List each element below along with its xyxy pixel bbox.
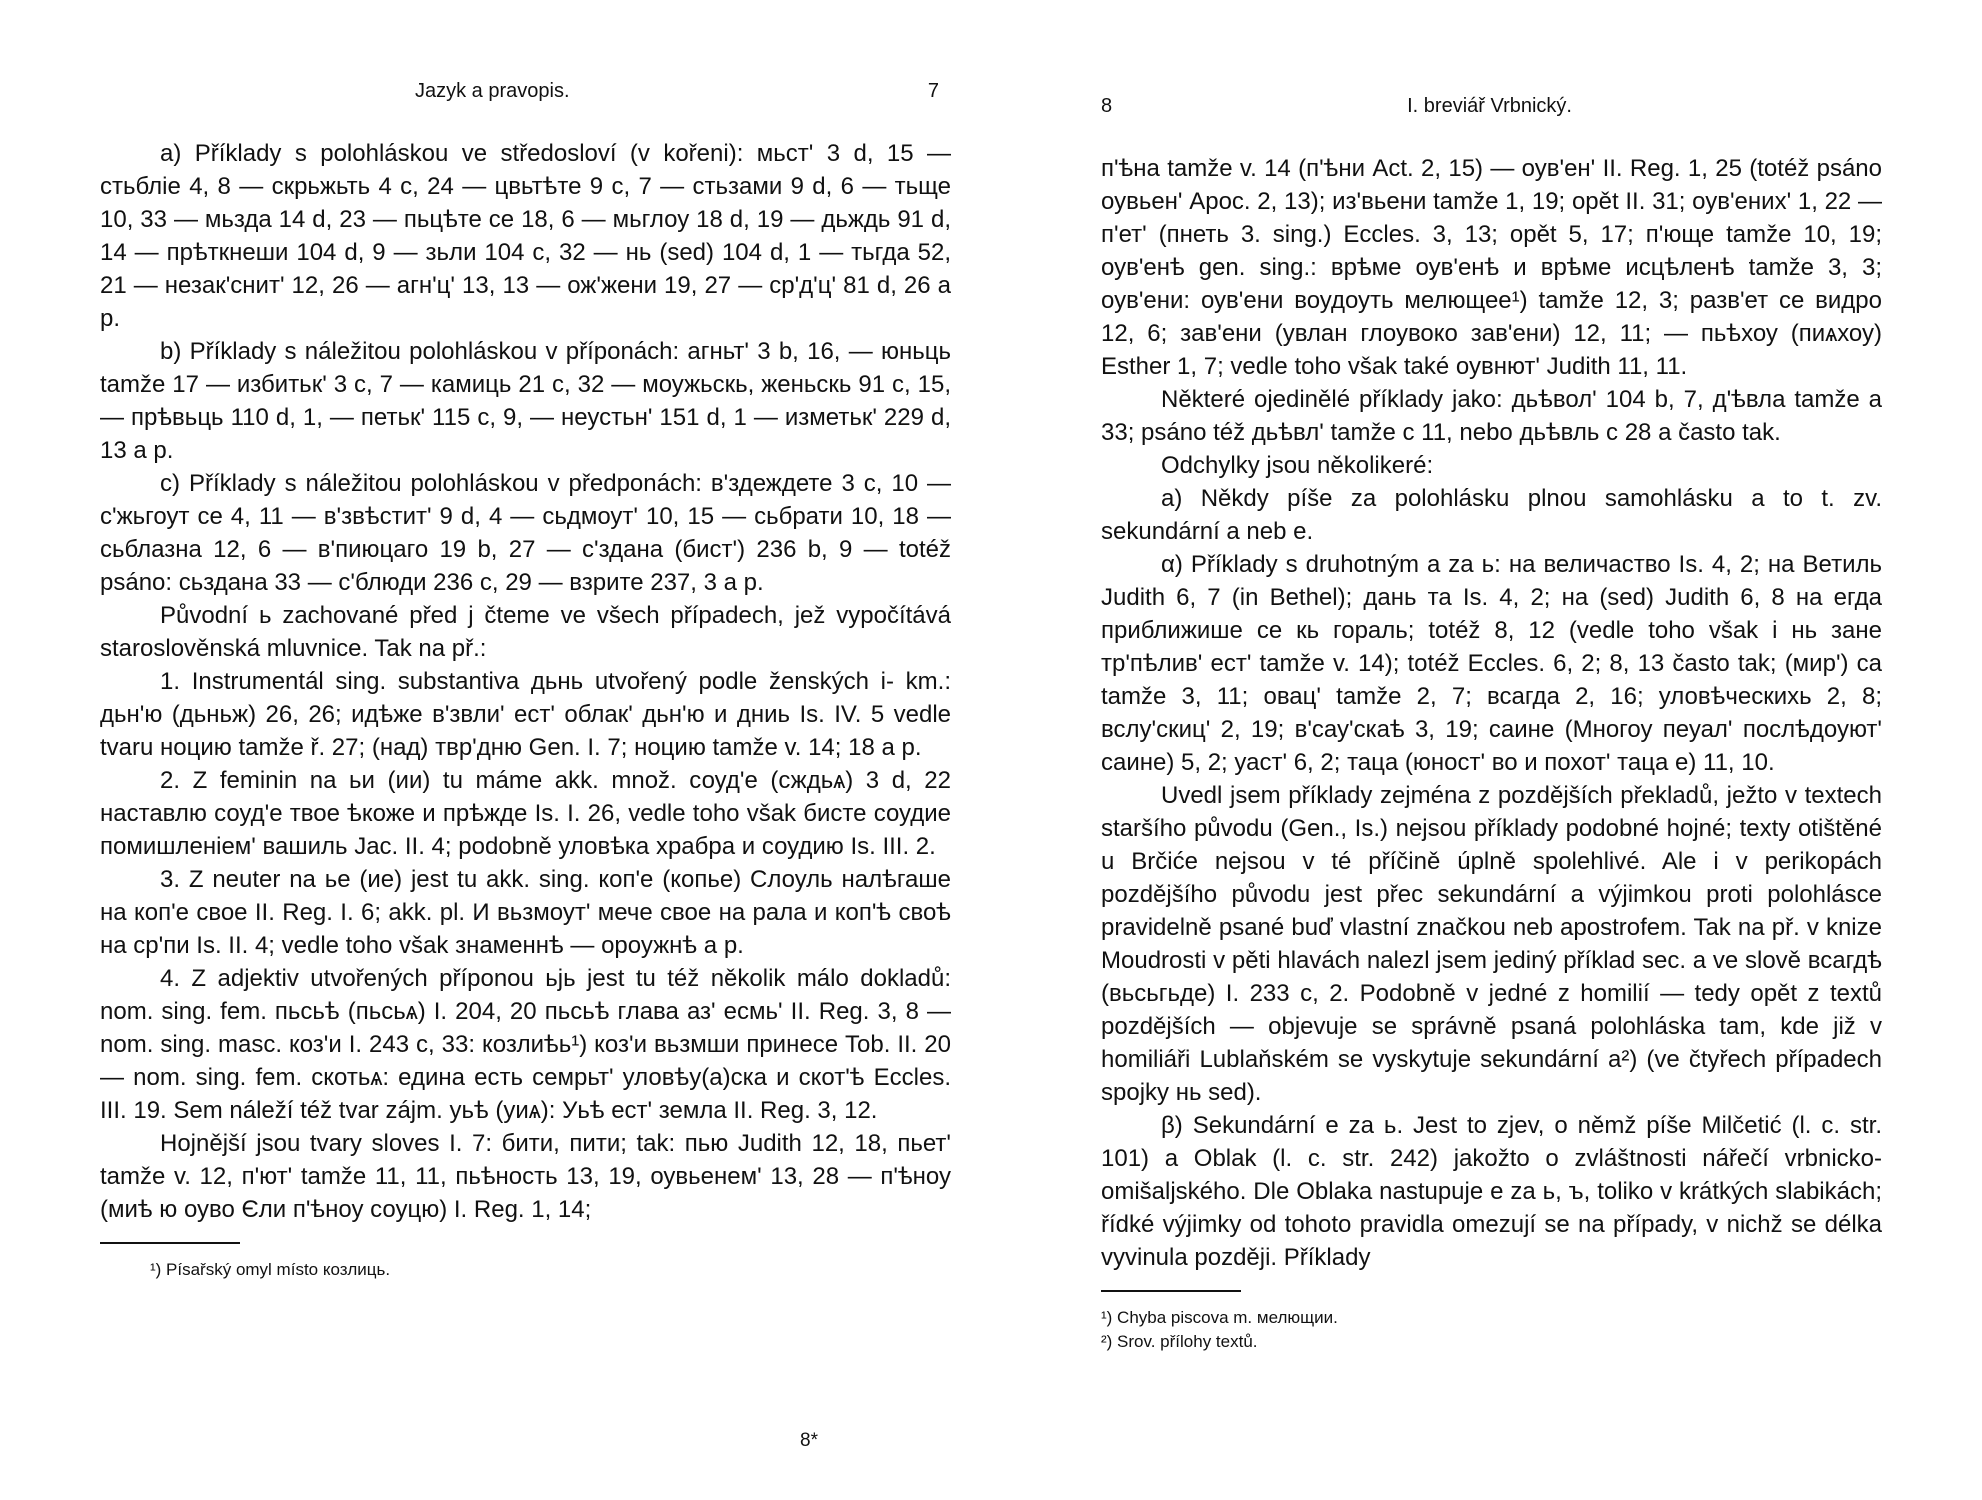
paragraph: b) Příklady s náležitou polohláskou v příponách: агньт' 3 b, 16, — юньць tamže 17 — избитьк' 3 c, 7 — камиць 21 c, 32 — моужьскь, женьскь 91 c, 15, — прѣвьць 110 d, 1, — петьк' 115 c, 9, — неустьн' 151 d, 1 — изметьк' 229 d, 13 a p. bbox=[100, 338, 951, 464]
footnote: ¹) Chyba piscova m. мелющии. bbox=[1101, 1308, 1338, 1327]
right-page-number: 8 bbox=[1101, 95, 1113, 117]
left-running-header bbox=[100, 80, 951, 103]
right-running-header bbox=[1101, 95, 1882, 118]
footnote: ²) Srov. přílohy textů. bbox=[1101, 1332, 1258, 1351]
paragraph: 2. Z feminin na ьи (ии) tu máme akk. množ. соуд'е (сждьѧ) 3 d, 22 наставлю соуд'е твое ѣкоже и прѣжде Is. I. 26, vedle toho však бисте соудие помишленіем' вашиль Jac. II. 4; podobně уловѣка храбра и соудию Is. III. 2. bbox=[100, 767, 951, 860]
left-header-title: Jazyk a pravopis. bbox=[415, 80, 570, 102]
right-body-text bbox=[1101, 152, 1882, 1274]
footnote-divider bbox=[100, 1242, 240, 1244]
paragraph: a) Někdy píše za polohlásku plnou samohlásku a to t. zv. sekundární a neb e. bbox=[1101, 485, 1882, 545]
paragraph: Původní ь zachované před j čteme ve všech případech, jež vypočítává staroslověnská mluvnice. Tak na př.: bbox=[100, 602, 951, 662]
paragraph: 4. Z adjektiv utvořených příponou ьjь jest tu též několik málo dokladů: nom. sing. fem. пьсьѣ (пьсьѧ) I. 204, 20 пьсьѣ глава аз' есмь' II. Reg. 3, 8 — nom. sing. masc. коз'и I. 243 c, 33: козлиѣь¹) коз'и вьзмши принесе Tob. II. 20 — nom. sing. fem. скотьѧ: едина есть семрьт' уловѣу(а)ска и скот'ѣ Eccles. III. 19. Sem náleží též tvar zájm. уьѣ (уиѧ): Уьѣ ест' земла II. Reg. 3, 12. bbox=[100, 965, 951, 1124]
paragraph: c) Příklady s náležitou polohláskou v předponách: в'здеждете 3 c, 10 — с'жьгоут се 4, 11 — в'звѣстит' 9 d, 4 — сьдмоут' 10, 15 — сьбрати 10, 18 — сьблазна 12, 6 — в'пиюцаго 19 b, 27 — с'здана (бист') 236 b, 9 — totéž psáno: сьздана 33 — с'блюди 236 c, 29 — взрите 237, 3 a p. bbox=[100, 470, 951, 596]
paragraph: Uvedl jsem příklady zejména z pozdějších překladů, ježto v textech staršího původu (Gen., Is.) nejsou příklady podobné hojné; texty otištěné u Brčiće nejsou v té příčině úplně spolehlivé. Ale i v perikopách pozdějšího původu jest přec sekundární a výjimkou proti polohlásce pravidelně psané buď vlastní značkou neb apostrofem. Tak na př. v knize Moudrosti v pěti hlavách nalezl jsem jediný příklad sec. a ve slově всагдѣ (вьсьгьде) I. 233 c, 2. Podobně v jedné z homilií — tedy opět z textů pozdějších — objevuje se správně psaná polohláska tam, kde již v homiliáři Lublaňském se vyskytuje sekundární a²) (ve čtyřech případech spojky нь sed). bbox=[1101, 782, 1882, 1106]
paragraph: Hojnější jsou tvary sloves I. 7: бити, пити; tak: пью Judith 12, 18, пьет' tamže v. 12, п'ют' tamže 11, 11, пьѣность 13, 19, оувьенем' 13, 28 — п'ѣноу (миѣ ю оуво Єли п'ѣноу соуцю) I. Reg. 1, 14; bbox=[100, 1130, 951, 1223]
right-header-title: I. breviář Vrbnický. bbox=[1407, 95, 1572, 117]
paragraph: п'ѣна tamže v. 14 (п'ѣни Act. 2, 15) — оув'ен' II. Reg. 1, 25 (totéž psáno оувьен' Apoc. 2, 13); из'вьени tamže 1, 19; opět II. 31; оув'ених' 1, 22 — п'ет' (пнеть 3. sing.) Eccles. 3, 13; opět 5, 17; п'юще tamže 10, 19; оув'енѣ gen. sing.: врѣме оув'енѣ и врѣме исцѣленѣ tamže 3, 3; оув'ени: оув'ени воудоуть мелющее¹) tamže 12, 3; разв'ет се видро 12, 6; зав'ени (увлан глоувоко зав'ени) 12, 11; — пьѣхоу (пиѧхоу) Esther 1, 7; vedle toho však také оувнют' Judith 11, 11. bbox=[1101, 155, 1883, 380]
signature-mark: 8* bbox=[800, 1430, 818, 1451]
paragraph: α) Příklady s druhotným a za ь: на величаство Is. 4, 2; на Ветиль Judith 6, 7 (in Bethel); дань та Is. 4, 2; на (sed) Judith 6, 8 на егда приближише се кь гораль; totéž 8, 12 (vedle toho však i нь зане тр'пѣлив' ест' tamže v. 14); totéž Eccles. 6, 2; 8, 13 často tak; (мир') са tamže 3, 11; овац' tamže 2, 7; всагда 2, 16; уловѣческихь 2, 8; вслу'скиц' 2, 19; в'сау'скаѣ 3, 19; саине (Многоу пеуал' послѣдоуют' саине) 5, 2; уаст' 6, 2; таца (юност' во и похот' таца е) 11, 10. bbox=[1101, 551, 1882, 776]
footnote-divider bbox=[1101, 1290, 1241, 1292]
left-body-text bbox=[100, 137, 951, 1226]
footnote: ¹) Písařský omyl místo козлиць. bbox=[150, 1260, 391, 1279]
paragraph: β) Sekundární e za ь. Jest to zjev, o němž píše Milčetić (l. c. str. 101) a Oblak (l. c. str. 242) jakožto o zvláštnosti nářečí vrbnicko-omišaljského. Dle Oblaka nastupuje e za ь, ъ, toliko v krátkých slabikách; řídké výjimky od tohoto pravidla omezují se na případy, v nichž se délka vyvinula později. Příklady bbox=[1101, 1112, 1882, 1271]
paragraph: 3. Z neuter na ье (ие) jest tu akk. sing. коп'е (копье) Слоуль налѣгаше на коп'е свое II. Reg. I. 6; akk. pl. И вьзмоут' мече свое на рала и коп'ѣ своѣ на ср'пи Is. II. 4; vedle toho však знаменнѣ — ороужнѣ a p. bbox=[100, 866, 951, 959]
paragraph: Odchylky jsou několikeré: bbox=[1161, 452, 1434, 479]
right-page bbox=[991, 0, 1982, 1500]
left-page-number: 7 bbox=[927, 80, 939, 102]
paragraph: a) Příklady s polohláskou ve středosloví (v kořeni): мьст' 3 d, 15 — стьбліе 4, 8 — скрьжьть 4 c, 24 — цвьтѣте 9 c, 7 — стьзами 9 d, 6 — тьще 10, 33 — мьзда 14 d, 23 — пьцѣте се 18, 6 — мьглоу 18 d, 19 — дьждь 91 d, 14 — прѣткнеши 104 d, 9 — зьли 104 c, 32 — нь (sed) 104 d, 1 — тьгда 52, 21 — незак'снит' 12, 26 — агн'ц' 13, 13 — ож'жени 19, 27 — ср'д'ц' 81 d, 26 a p. bbox=[100, 140, 951, 332]
paragraph: Některé ojedinělé příklady jako: дьѣвол' 104 b, 7, д'ѣвла tamže a 33; psáno též дьѣвл' tamže c 11, nebo дьѣвль c 28 a často tak. bbox=[1101, 386, 1882, 446]
paragraph: 1. Instrumentál sing. substantiva дьнь utvořený podle ženských i- km.: дьн'ю (дьньж) 26, 26; идѣже в'звли' ест' облак' дьн'ю и дниь Is. IV. 5 vedle tvaru ноцию tamže ř. 27; (над) твр'дню Gen. I. 7; ноцию tamže v. 14; 18 a p. bbox=[100, 668, 951, 761]
